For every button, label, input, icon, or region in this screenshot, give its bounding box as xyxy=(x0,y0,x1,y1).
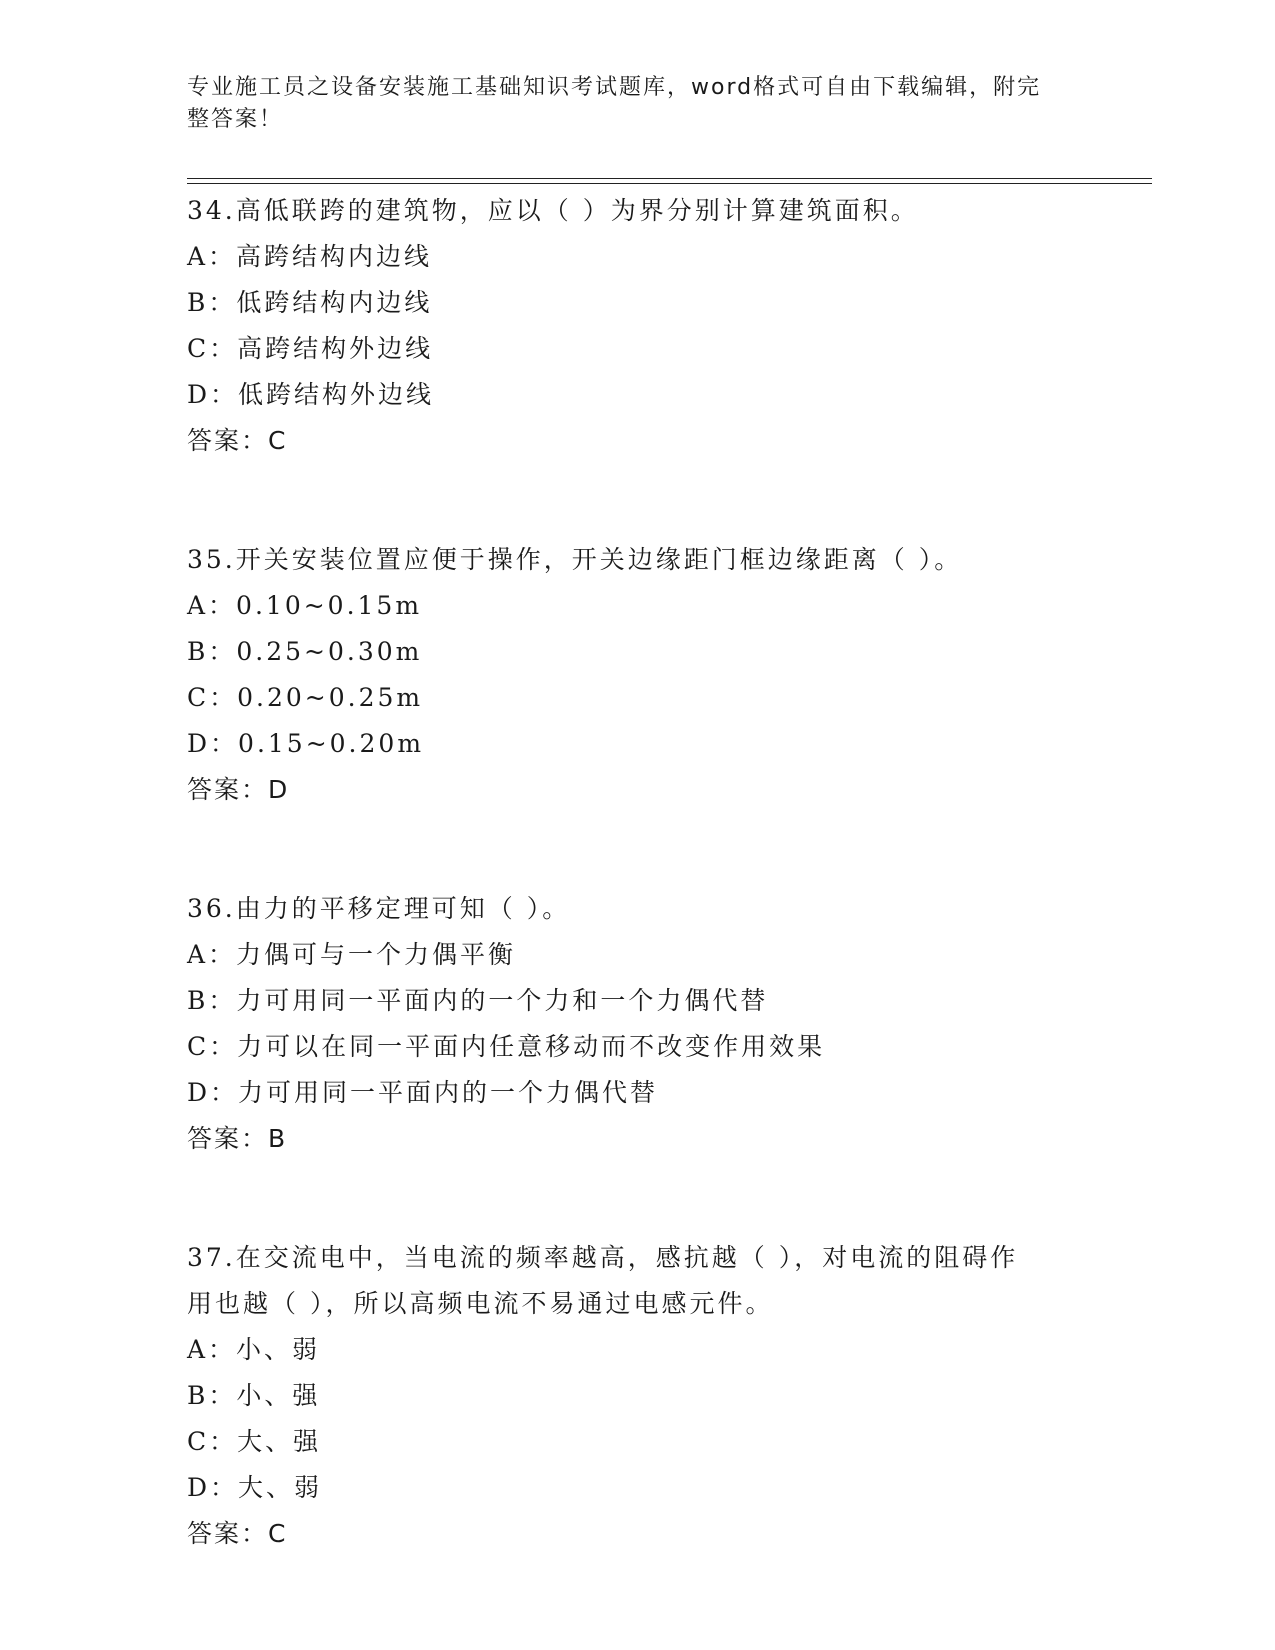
answer-line: 答案：C xyxy=(187,1519,288,1548)
option-c: C：大、强 xyxy=(187,1427,322,1456)
option-c: C：力可以在同一平面内任意移动而不改变作用效果 xyxy=(187,1032,826,1061)
question-stem: 36.由力的平移定理可知（ ）。 xyxy=(187,894,571,923)
option-a: A：小、弱 xyxy=(187,1335,321,1364)
question-37 xyxy=(187,1235,1087,1557)
question-stem: 34.高低联跨的建筑物，应以（ ）为界分别计算建筑面积。 xyxy=(187,196,919,225)
option-a: A：0.10~0.15m xyxy=(187,591,423,620)
option-d: D：0.15~0.20m xyxy=(187,729,425,758)
option-c: C：0.20~0.25m xyxy=(187,683,424,712)
option-b: B：力可用同一平面内的一个力和一个力偶代替 xyxy=(187,986,769,1015)
header-title-line-1: 专业施工员之设备安装施工基础知识考试题库，word格式可自由下载编辑，附完 xyxy=(187,75,1042,100)
question-spacer xyxy=(187,464,1087,537)
answer-line: 答案：D xyxy=(187,775,290,804)
option-b: B：小、强 xyxy=(187,1381,321,1410)
question-stem-line-2: 用也越（ ），所以高频电流不易通过电感元件。 xyxy=(187,1289,774,1318)
option-a: A：力偶可与一个力偶平衡 xyxy=(187,940,517,969)
question-spacer xyxy=(187,1162,1087,1235)
header-divider-bottom xyxy=(187,183,1152,184)
header-divider-top xyxy=(187,178,1152,179)
option-d: D：力可用同一平面内的一个力偶代替 xyxy=(187,1078,659,1107)
option-b: B：0.25~0.30m xyxy=(187,637,423,666)
question-34 xyxy=(187,188,1087,464)
option-a: A：高跨结构内边线 xyxy=(187,242,433,271)
question-list xyxy=(187,188,1087,1557)
option-c: C：高跨结构外边线 xyxy=(187,334,434,363)
document-header xyxy=(187,72,1067,136)
question-spacer xyxy=(187,813,1087,886)
option-d: D：大、弱 xyxy=(187,1473,323,1502)
option-b: B：低跨结构内边线 xyxy=(187,288,433,317)
answer-line: 答案：B xyxy=(187,1124,288,1153)
question-36 xyxy=(187,886,1087,1162)
header-title-line-2: 整答案！ xyxy=(187,107,284,132)
question-stem: 35.开关安装位置应便于操作，开关边缘距门框边缘距离（ ）。 xyxy=(187,545,963,574)
option-d: D：低跨结构外边线 xyxy=(187,380,435,409)
question-stem-line-1: 37.在交流电中，当电流的频率越高，感抗越（ ），对电流的阻碍作 xyxy=(187,1243,1019,1272)
answer-line: 答案：C xyxy=(187,426,288,455)
question-35 xyxy=(187,537,1087,813)
